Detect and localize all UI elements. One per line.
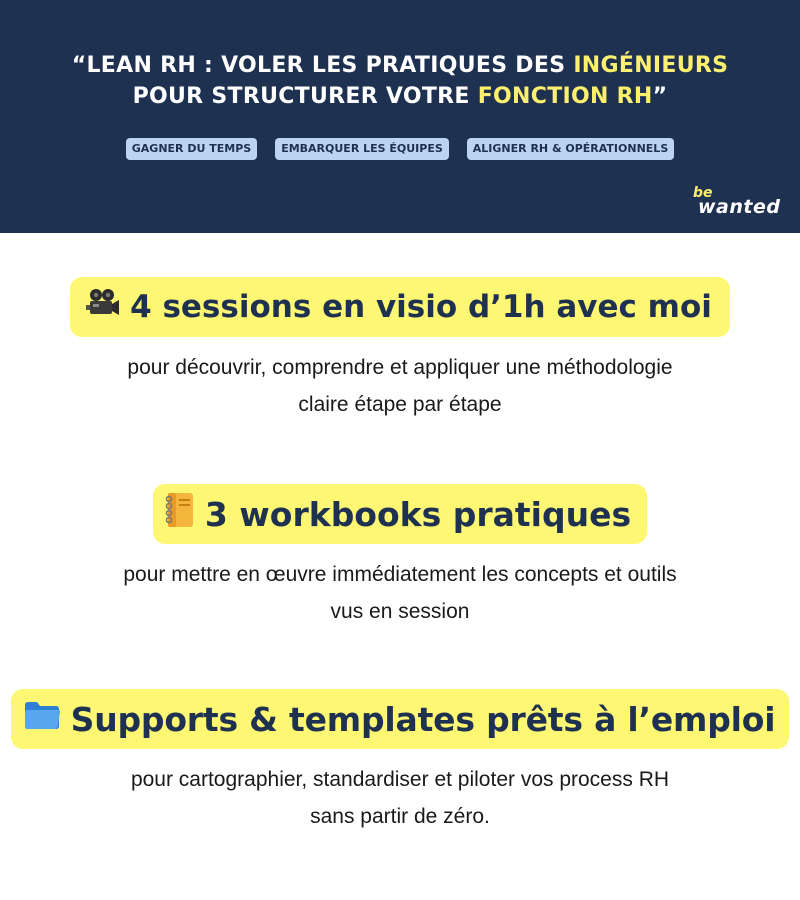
title-text-1: “LEAN RH : VOLER LES PRATIQUES DES <box>71 53 574 78</box>
description-line-2: sans partir de zéro. <box>310 805 490 828</box>
video-camera-icon <box>84 287 120 327</box>
tag-list <box>0 138 800 160</box>
title-text-2: POUR STRUCTURER VOTRE <box>132 84 478 109</box>
section-title: 4 sessions en visio d’1h avec moi <box>130 289 712 325</box>
description-line-1: pour mettre en œuvre immédiatement les concepts et outils <box>123 563 677 586</box>
title-highlight-fonction-rh: FONCTION RH <box>477 84 653 109</box>
title-text-3: ” <box>652 84 668 109</box>
tag-gagner-du-temps: GAGNER DU TEMPS <box>126 138 257 160</box>
tag-aligner-rh-operationnels: ALIGNER RH & OPÉRATIONNELS <box>467 138 674 160</box>
folder-icon <box>23 699 61 739</box>
section-description <box>0 761 800 835</box>
section-workbooks <box>0 484 800 630</box>
tag-embarquer-les-equipes: EMBARQUER LES ÉQUIPES <box>275 138 449 160</box>
logo-be: be <box>693 185 713 201</box>
section-title-pill <box>153 484 647 544</box>
section-title: Supports & templates prêts à l’emploi <box>70 699 776 739</box>
bewanted-logo <box>690 186 790 222</box>
section-title-pill <box>11 689 790 749</box>
notebook-icon <box>163 491 195 537</box>
section-description <box>0 349 800 423</box>
section-sessions <box>0 277 800 423</box>
header-banner <box>0 0 800 233</box>
description-line-1: pour découvrir, comprendre et appliquer une méthodologie <box>127 356 673 379</box>
description-line-2: vus en session <box>330 600 470 623</box>
description-line-1: pour cartographier, standardiser et piloter vos process RH <box>130 768 670 791</box>
description-line-2: claire étape par étape <box>298 393 502 416</box>
section-supports <box>0 689 800 835</box>
section-description <box>0 556 800 630</box>
banner-title <box>0 50 800 112</box>
logo-wanted: wanted <box>698 196 781 218</box>
section-title: 3 workbooks pratiques <box>204 494 632 534</box>
title-highlight-ingenieurs: INGÉNIEURS <box>573 53 729 78</box>
section-title-pill <box>70 277 730 337</box>
